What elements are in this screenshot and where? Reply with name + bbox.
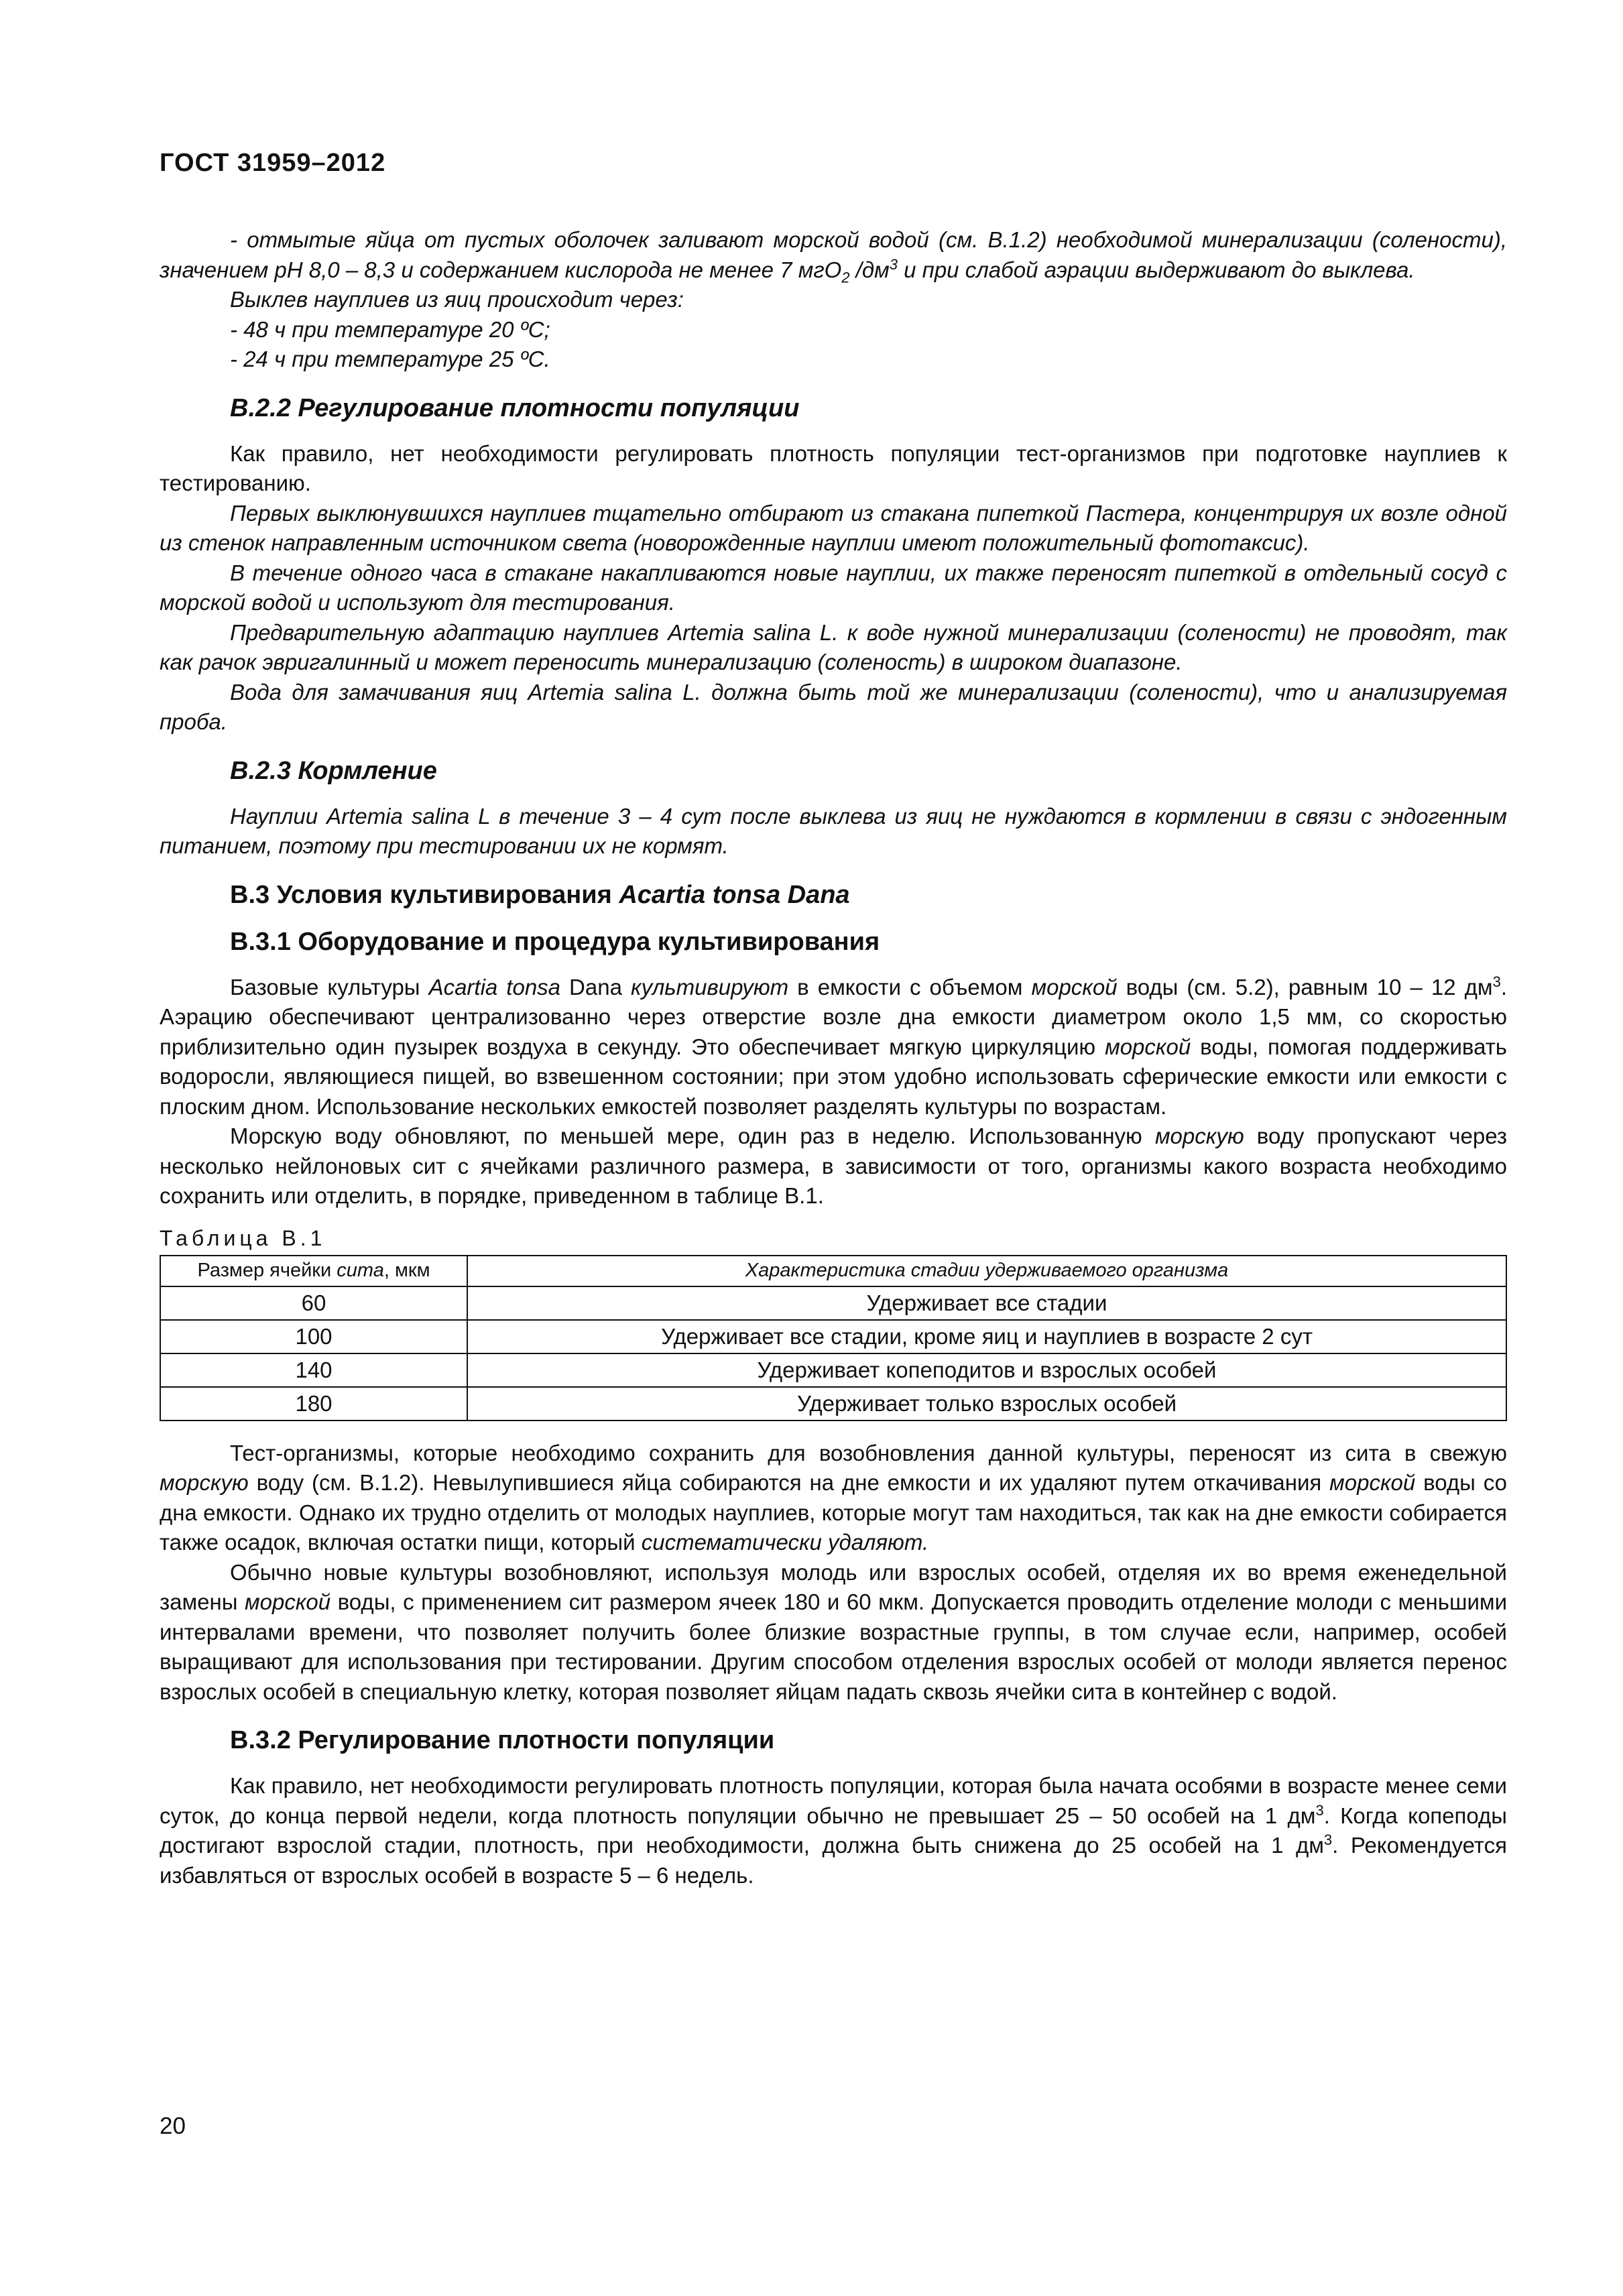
table-cell-desc: Удерживает все стадии, кроме яиц и науплиев в возрасте 2 сут	[467, 1320, 1506, 1353]
paragraph: Как правило, нет необходимости регулировать плотность популяции тест-организмов при подготовке науплиев к тестированию.	[160, 440, 1507, 495]
intro-hatching-item: - 24 ч при температуре 25 ºС.	[230, 347, 550, 371]
table-header-desc: Характеристика стадии удерживаемого организма	[467, 1256, 1506, 1286]
table-cell-size: 60	[160, 1286, 467, 1320]
table-cell-size: 180	[160, 1387, 467, 1421]
paragraph: Базовые культуры Acartia tonsa Dana культивируют в емкости с объемом морской воды (см. 5.2), равным 10 – 12 $дм^3$. Аэрацию обеспечивают централизованно через отверстие возле дна емкости диаметром около 1,5 мм, со скоростью приблизительно один пузырек воздуха в секунду. Это обеспечивает мягкую циркуляцию морской воды, помогая поддерживать водоросли, являющиеся пищей, во взвешенном состоянии; при этом удобно использовать сферические емкости или емкости с плоским дном. Использование нескольких емкостей позволяет разделять культуры по возрастам.	[160, 973, 1507, 1119]
table-header-size: Размер ячейки сита, мкм	[160, 1256, 467, 1286]
table-cell-size: 100	[160, 1320, 467, 1353]
section-heading-b32: В.3.2 Регулирование плотности популяции	[230, 1726, 775, 1754]
page-number: 20	[160, 2113, 186, 2139]
section-heading-b22: В.2.2 Регулирование плотности популяции	[230, 394, 800, 422]
table-row	[160, 1320, 1506, 1353]
section-heading-b23: В.2.3 Кормление	[230, 756, 437, 785]
paragraph: Первых выклюнувшихся науплиев тщательно отбирают из стакана пипеткой Пастера, концентрируя их возле одной из стенок направленным источником света (новорожденные науплии имеют положительный фототаксис).	[160, 500, 1507, 555]
table-cell-size: 140	[160, 1353, 467, 1387]
paragraph: Вода для замачивания яиц Artemia salina L. должна быть той же минерализации (солености), что и анализируемая проба.	[160, 679, 1507, 734]
table-row	[160, 1353, 1506, 1387]
section-heading-b31: В.3.1 Оборудование и процедура культивирования	[230, 927, 880, 956]
table-row	[160, 1387, 1506, 1421]
paragraph: Как правило, нет необходимости регулировать плотность популяции, которая была начата особями в возрасте менее семи суток, до конца первой недели, когда плотность популяции обычно не превышает 25 – 50 особей на 1 $дм^3$. Когда копеподы достигают взрослой стадии, плотность, при необходимости, должна быть снижена до 25 особей на 1 $дм^3$. Рекомендуется избавляться от взрослых особей в возрасте 5 – 6 недель.	[160, 1773, 1507, 1888]
table-header-row	[160, 1256, 1506, 1286]
document-header: ГОСТ 31959–2012	[160, 149, 386, 177]
table-cell-desc: Удерживает копеподитов и взрослых особей	[467, 1353, 1506, 1387]
paragraph: Науплии Artemia salina L в течение 3 – 4 сут после выклева из яиц не нуждаются в кормлении в связи с эндогенным питанием, поэтому при тестировании их не кормят.	[160, 803, 1507, 858]
intro-hatching-item: - 48 ч при температуре 20 ºС;	[230, 316, 550, 342]
table-cell-desc: Удерживает только взрослых особей	[467, 1387, 1506, 1421]
paragraph: Морскую воду обновляют, по меньшей мере, один раз в неделю. Использованную морскую воду пропускают через несколько нейлоновых сит с ячейками различного размера, в зависимости от того, организмы какого возраста необходимо сохранить или отделить, в порядке, приведенном в таблице В.1.	[160, 1124, 1508, 1208]
table-cell-desc: Удерживает все стадии	[467, 1286, 1506, 1320]
sieve-table	[160, 1255, 1507, 1421]
intro-paragraph: - отмытые яйца от пустых оболочек заливают морской водой (см. В.1.2) необходимой минерализации (солености), значением pH 8,0 – 8,3 и содержанием кислорода не менее 7 мгО$_2$ $/дм^3$ и при слабой аэрации выдерживают до выклева.	[160, 227, 1507, 286]
document-body	[160, 225, 1507, 1890]
section-heading-b3: В.3 Условия культивирования Acartia tonsa Dana	[230, 880, 850, 909]
paragraph: Обычно новые культуры возобновляют, используя молодь или взрослых особей, отделяя их во время еженедельной замены морской воды, с применением сит размером ячеек 180 и 60 мкм. Допускается проводить отделение молоди с меньшими интервалами времени, что позволяет получить более близкие возрастные группы, в том случае если, например, особей выращивают для использования при тестировании. Другим способом отделения взрослых особей от молоди является перенос взрослых особей в специальную клетку, которая позволяет яйцам падать сквозь ячейки сита в контейнер с водой.	[160, 1559, 1508, 1704]
table-row	[160, 1286, 1506, 1320]
paragraph: Тест-организмы, которые необходимо сохранить для возобновления данной культуры, переносят из сита в свежую морскую воду (см. В.1.2). Невылупившиеся яйца собираются на дне емкости и их удаляют путем откачивания морской воды со дна емкости. Однако их трудно отделить от молодых науплиев, которые могут там находиться, так как на дне емкости собирается также осадок, включая остатки пищи, который систематически удаляют.	[160, 1440, 1507, 1555]
paragraph: Предварительную адаптацию науплиев Artemia salina L. к воде нужной минерализации (солености) не проводят, так как рачок эвригалинный и может переносить минерализацию (соленость) в широком диапазоне.	[160, 619, 1507, 674]
intro-hatching: Выклев науплиев из яиц происходит через:	[230, 287, 684, 312]
table-caption: Таблица В.1	[160, 1225, 326, 1250]
paragraph: В течение одного часа в стакане накапливаются новые науплии, их также переносят пипеткой в отдельный сосуд с морской водой и используют для тестирования.	[160, 560, 1507, 615]
